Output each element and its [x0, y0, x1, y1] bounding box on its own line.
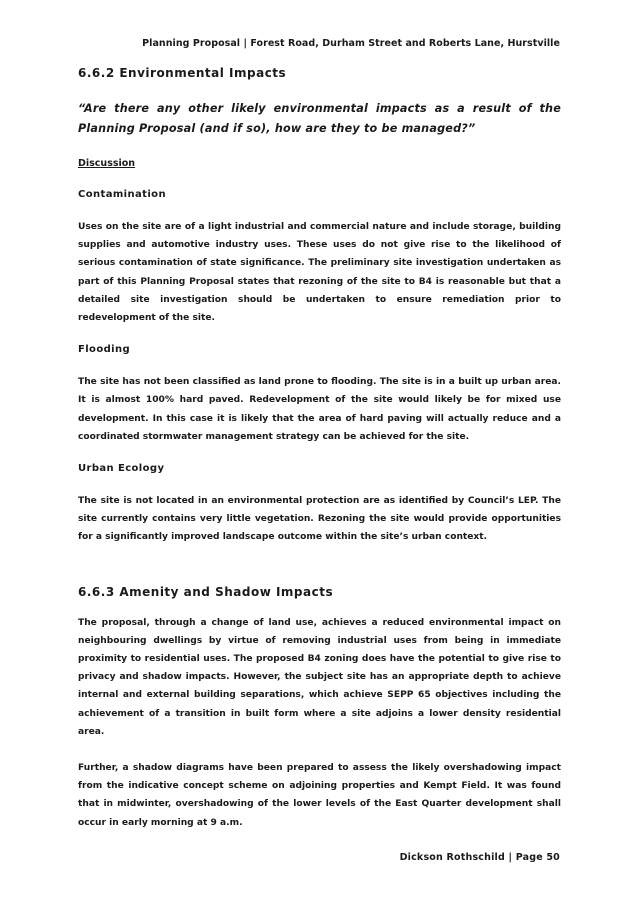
section-heading-amenity-shadow: 6.6.3 Amenity and Shadow Impacts	[78, 584, 334, 599]
question-line-2: Planning Proposal (and if so), how are they to be managed?”	[78, 122, 476, 135]
question-line-1: “Are there any other likely environmental impacts as a result of the	[78, 102, 561, 115]
guiding-question	[78, 99, 561, 139]
contamination-paragraph: Uses on the site are of a light industrial and commercial nature and include storage, building supplies and automotive industry uses. These uses do not give rise to the likelihood of serious contamination of state significance. The preliminary site investigation undertaken as part of this Planning Proposal states that rezoning of the site to B4 is reasonable but that a detailed site investigation should be undertaken to ensure remediation prior to redevelopment of the site.	[78, 222, 561, 324]
page-content	[78, 66, 561, 832]
running-header: Planning Proposal | Forest Road, Durham Street and Roberts Lane, Hurstville	[142, 38, 560, 49]
urban-ecology-paragraph: The site is not located in an environmental protection are as identified by Council’s LEP. The site currently contains very little vegetation. Rezoning the site would provide opportunities for a significantly improved landscape outcome within the site’s urban context.	[78, 496, 561, 543]
amenity-paragraph-2: Further, a shadow diagrams have been prepared to assess the likely overshadowing impact from the indicative concept scheme on adjoining properties and Kempt Field. It was found that in midwinter, overshadowing of the lower levels of the East Quarter development shall occur in early morning at 9 a.m.	[78, 763, 561, 828]
discussion-label: Discussion	[78, 158, 136, 169]
flooding-heading: Flooding	[78, 344, 131, 356]
contamination-heading: Contamination	[78, 189, 166, 200]
running-footer: Dickson Rothschild | Page 50	[399, 852, 560, 863]
section-heading-environmental-impacts: 6.6.2 Environmental Impacts	[78, 66, 287, 80]
urban-ecology-heading: Urban Ecology	[78, 463, 165, 475]
amenity-paragraph-1: The proposal, through a change of land use, achieves a reduced environmental impact on neighbouring dwellings by virtue of removing industrial uses from being in immediate proximity to residential uses. The proposed B4 zoning does have the potential to give rise to privacy and shadow impacts. However, the subject site has an appropriate depth to achieve internal and external building separations, which achieve SEPP 65 objectives including the achievement of a transition in built form where a site adjoins a lower density residential area.	[78, 617, 561, 737]
flooding-paragraph: The site has not been classified as land prone to flooding. The site is in a built up urban area. It is almost 100% hard paved. Redevelopment of the site would likely be for mixed use development. In this case it is likely that the area of hard paving will actually reduce and a coordinated stormwater management strategy can be achieved for the site.	[78, 377, 561, 442]
